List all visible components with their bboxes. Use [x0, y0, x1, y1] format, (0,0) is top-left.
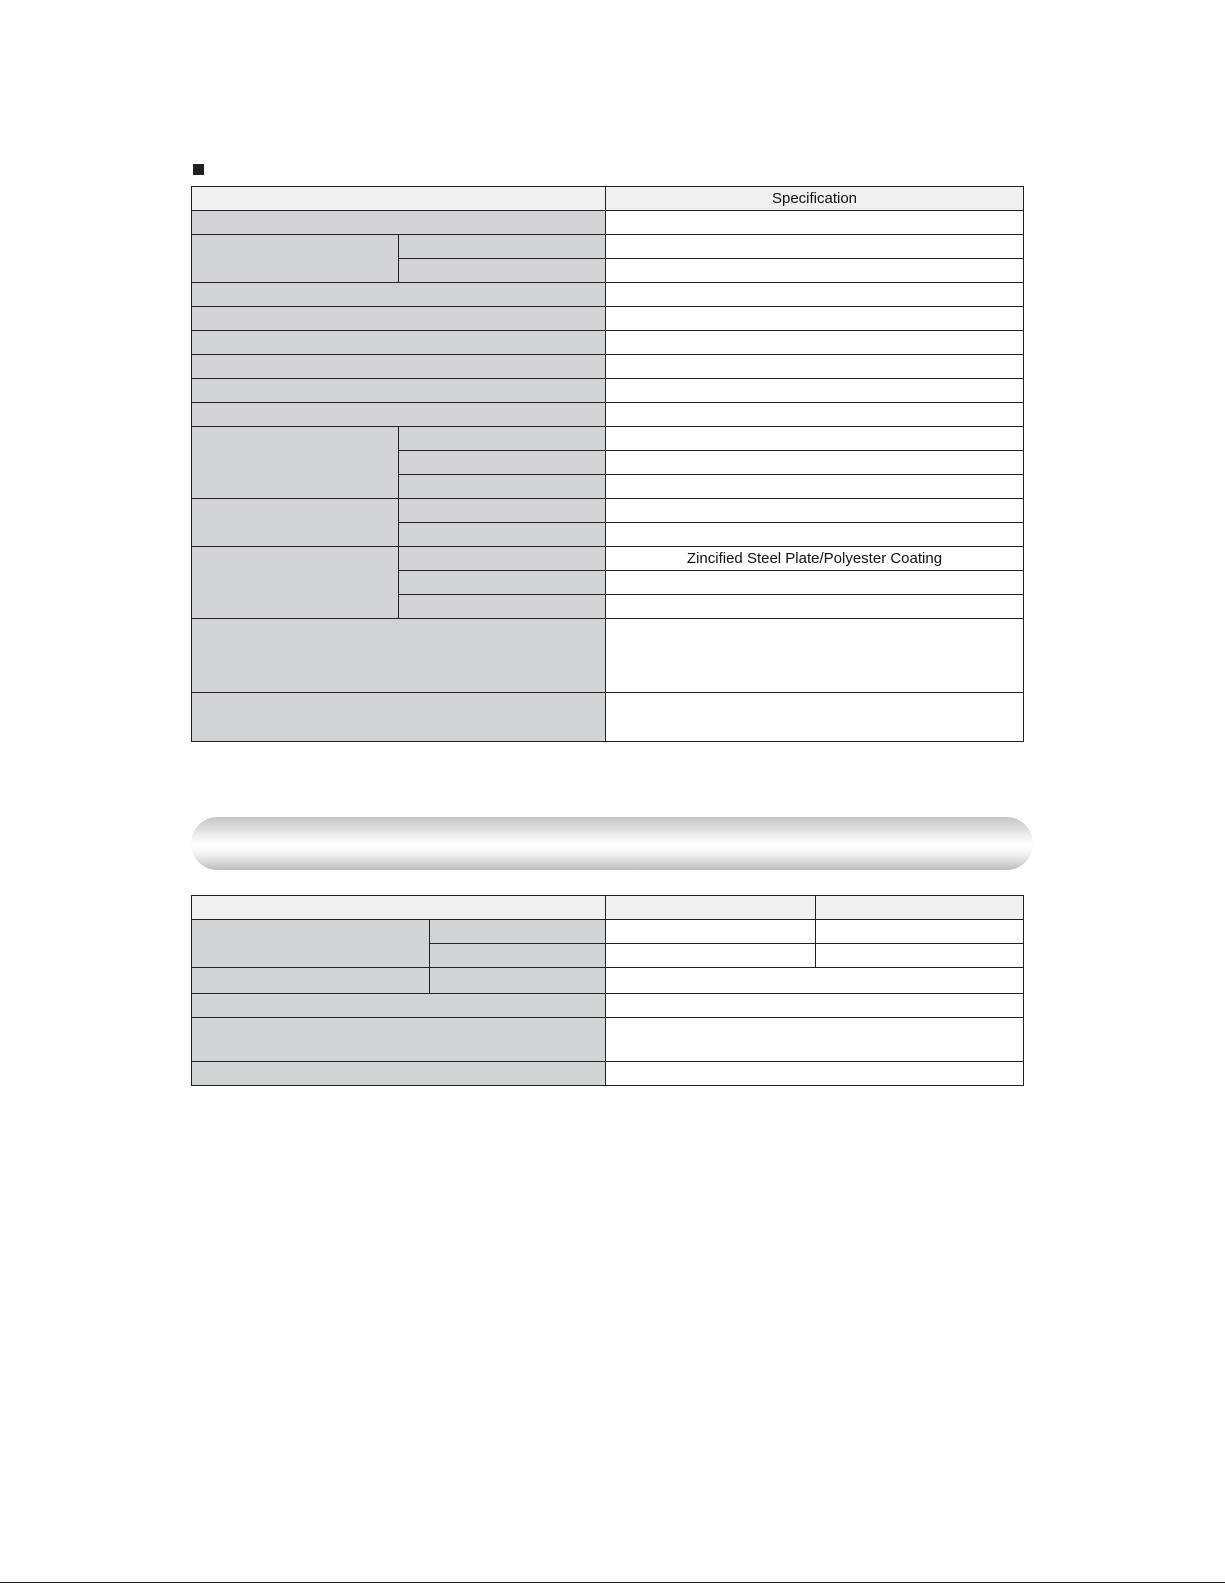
table2-value — [606, 1062, 1024, 1086]
spec-row-label — [192, 331, 606, 355]
spec-sub-label — [399, 547, 606, 571]
section-bullet-icon — [193, 164, 204, 175]
spec-row-label — [192, 379, 606, 403]
spec-row-value — [606, 379, 1024, 403]
table2-sub-label — [430, 944, 606, 968]
table2-value — [606, 1018, 1024, 1062]
section-banner — [191, 817, 1033, 870]
table2-row-label — [192, 994, 606, 1018]
spec-table-header-value: Specification — [606, 187, 1024, 211]
spec-row-label — [192, 619, 606, 693]
spec-row-label — [192, 403, 606, 427]
spec-sub-label — [399, 475, 606, 499]
specification-table — [191, 186, 1024, 742]
spec-row-value — [606, 499, 1024, 523]
spec-row-value — [606, 619, 1024, 693]
spec-row-label — [192, 307, 606, 331]
page-bottom-rule — [0, 1582, 1225, 1583]
spec-sub-label — [399, 235, 606, 259]
spec-row-value — [606, 211, 1024, 235]
table2-value — [606, 944, 816, 968]
table2-row-label — [192, 1062, 606, 1086]
spec-sub-label — [399, 571, 606, 595]
table2-value — [816, 920, 1024, 944]
spec-group-label — [192, 499, 399, 547]
table2-sub-label — [430, 920, 606, 944]
spec-row-value — [606, 331, 1024, 355]
spec-table-header-label — [192, 187, 606, 211]
spec-group-label — [192, 427, 399, 499]
table2-header-col-2 — [816, 896, 1024, 920]
spec-sub-label — [399, 427, 606, 451]
spec-row-value — [606, 571, 1024, 595]
table2-sub-label — [430, 968, 606, 994]
table2-header-label — [192, 896, 606, 920]
spec-row-label — [192, 693, 606, 742]
spec-row-value — [606, 523, 1024, 547]
table2-value — [816, 944, 1024, 968]
spec-row-value — [606, 451, 1024, 475]
table2-value — [606, 994, 1024, 1018]
spec-row-value — [606, 693, 1024, 742]
spec-row-label — [192, 355, 606, 379]
spec-sub-label — [399, 259, 606, 283]
table2-row-label — [192, 1018, 606, 1062]
table2-row-label — [192, 968, 430, 994]
spec-group-label — [192, 235, 399, 283]
spec-row-value — [606, 307, 1024, 331]
spec-row-value — [606, 475, 1024, 499]
table2-value — [606, 920, 816, 944]
spec-row-value — [606, 355, 1024, 379]
spec-row-value — [606, 403, 1024, 427]
secondary-spec-table — [191, 895, 1024, 1086]
spec-sub-label — [399, 499, 606, 523]
table2-value — [606, 968, 1024, 994]
table2-header-col-1 — [606, 896, 816, 920]
spec-row-label — [192, 211, 606, 235]
spec-sub-label — [399, 523, 606, 547]
spec-row-value — [606, 283, 1024, 307]
spec-sub-label — [399, 451, 606, 475]
table2-group-label — [192, 920, 430, 968]
spec-row-value — [606, 235, 1024, 259]
spec-sub-label — [399, 595, 606, 619]
spec-row-value — [606, 427, 1024, 451]
material-value: Zincified Steel Plate/Polyester Coating — [606, 547, 1024, 571]
spec-row-value — [606, 259, 1024, 283]
spec-row-label — [192, 283, 606, 307]
spec-row-value — [606, 595, 1024, 619]
spec-group-label — [192, 547, 399, 619]
